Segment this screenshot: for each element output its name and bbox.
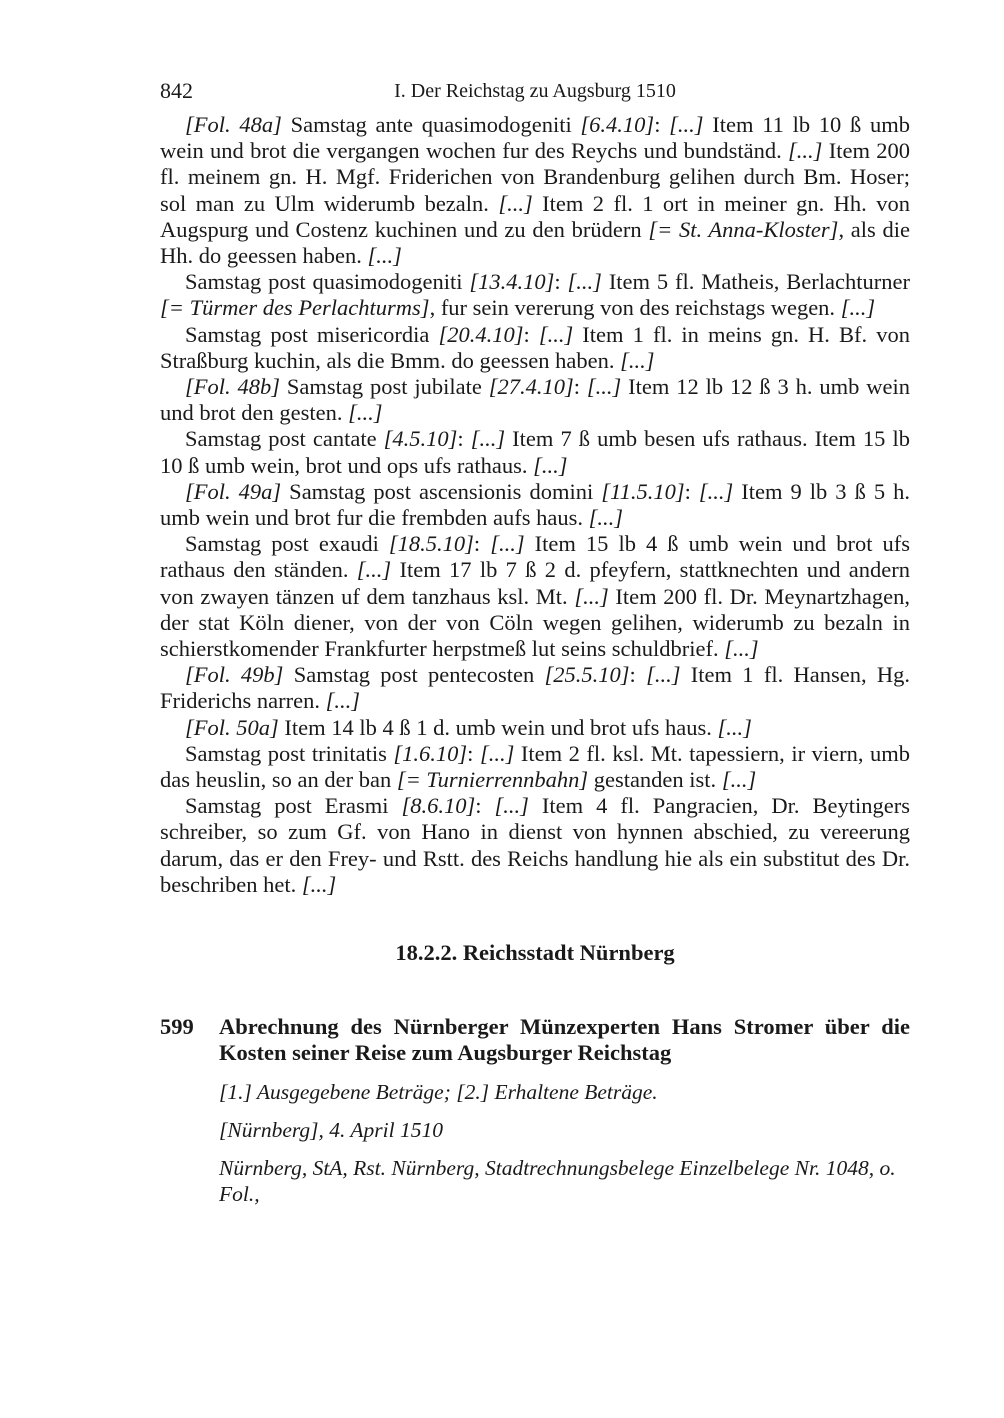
- page-number: 842: [160, 78, 193, 103]
- document-summary: [1.] Ausgegebene Beträge; [2.] Erhaltene Beträge.: [219, 1079, 658, 1104]
- ledger-entry: [Fol. 49b] Samstag post pentecosten [25.5.10]: [...] Item 1 fl. Hansen, Hg. Friderichs narren. [...]: [160, 662, 910, 714]
- document-entry: [160, 1014, 910, 1206]
- document-title: Abrechnung des Nürnberger Münzexperten Hans Stromer über die Kosten seiner Reise zum Augsburger Reichstag: [219, 1014, 910, 1066]
- ledger-entry: Samstag post exaudi [18.5.10]: [...] Item 15 lb 4 ß umb wein und brot ufs rathaus den ständen. [...] Item 17 lb 7 ß 2 d. pfeyfern, stattknechten und andern von zwayen tänzen uf dem tanzhaus ksl. Mt. [...] Item 200 fl. Dr. Meynartzhagen, der stat Köln diener, von der von Cöln wegen gelihen, widerumb zu bezaln in schierstkomender Frankfurter herpstmeß lut seins schuldbrief. [...]: [160, 531, 910, 662]
- ledger-entry: [Fol. 48b] Samstag post jubilate [27.4.10]: [...] Item 12 lb 12 ß 3 h. umb wein und brot den gesten. [...]: [160, 374, 910, 426]
- ledger-entry: Samstag post quasimodogeniti [13.4.10]: [...] Item 5 fl. Matheis, Berlachturner [= Türmer des Perlachturms], fur sein vererung von des reichstags wegen. [...]: [160, 269, 910, 321]
- ledger-entry: Samstag post cantate [4.5.10]: [...] Item 7 ß umb besen ufs rathaus. Item 15 lb 10 ß umb wein, brot und ops ufs rathaus. [...]: [160, 426, 910, 478]
- document-source: Nürnberg, StA, Rst. Nürnberg, Stadtrechnungsbelege Einzelbelege Nr. 1048, o. Fol.,: [219, 1155, 896, 1206]
- ledger-entry: Samstag post Erasmi [8.6.10]: [...] Item 4 fl. Pangracien, Dr. Beytingers schreiber, so zum Gf. von Hano in dienst von hynnen abschied, zu vereerung darum, das er den Frey- und Rstt. des Reichs handlung hie als ein substitut des Dr. beschriben het. [...]: [160, 793, 910, 897]
- ledger-entry: [Fol. 50a] Item 14 lb 4 ß 1 d. umb wein und brot ufs haus. [...]: [185, 714, 752, 740]
- section-heading: 18.2.2. Reichsstadt Nürnberg: [395, 940, 675, 966]
- document-date: [Nürnberg], 4. April 1510: [219, 1117, 443, 1142]
- document-page: [160, 78, 910, 1207]
- document-number: 599: [160, 1014, 194, 1040]
- ledger-entry: Samstag post misericordia [20.4.10]: [...] Item 1 fl. in meins gn. H. Bf. von Straßburg kuchin, als die Bmm. do geessen haben. [...]: [160, 321, 910, 373]
- running-title: I. Der Reichstag zu Augsburg 1510: [394, 80, 676, 102]
- ledger-entries: [160, 112, 910, 898]
- running-header: [160, 78, 910, 112]
- ledger-entry: Samstag post trinitatis [1.6.10]: [...] Item 2 fl. ksl. Mt. tapessiern, ir viern, umb das heuslin, so an der ban [= Turnierrennbahn] gestanden ist. [...]: [160, 740, 910, 793]
- ledger-entry: [Fol. 48a] Samstag ante quasimodogeniti [6.4.10]: [...] Item 11 lb 10 ß umb wein und brot die vergangen wochen fur des Reychs und bundständ. [...] Item 200 fl. meinem gn. H. Mgf. Friderichen von Brandenburg gelihen durch Bm. Hoser; sol man zu Ulm widerumb bezaln. [...] Item 2 fl. 1 ort in meiner gn. Hh. von Augspurg und Costenz kuchinen und zu den brüdern [= St. Anna-Kloster], als die Hh. do geessen haben. [...]: [160, 112, 911, 269]
- ledger-entry: [Fol. 49a] Samstag post ascensionis domini [11.5.10]: [...] Item 9 lb 3 ß 5 h. umb wein und brot fur die frembden aufs haus. [...]: [160, 478, 910, 531]
